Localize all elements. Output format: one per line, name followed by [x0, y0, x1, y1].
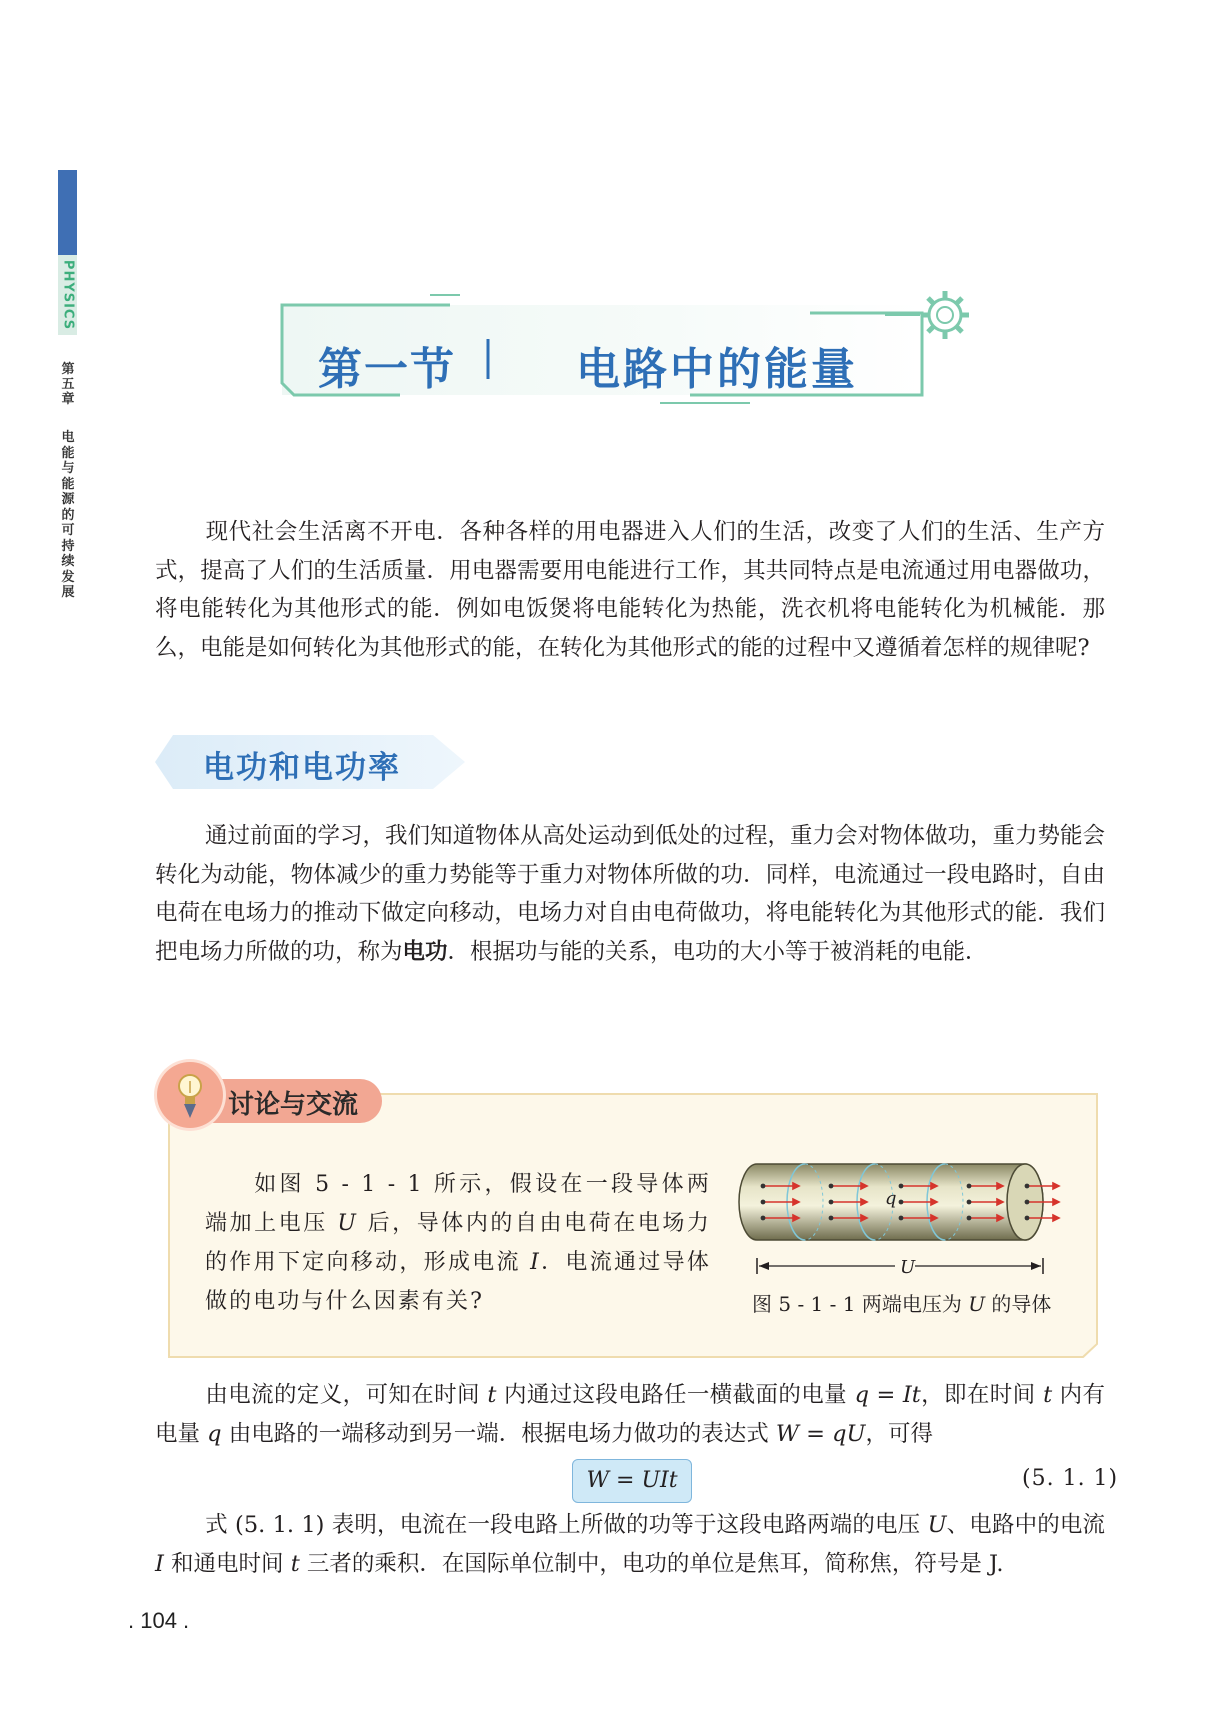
- sidebar-chapter-subject: 电能与能源的可持续发展: [61, 430, 75, 600]
- paragraph-work: [155, 817, 1105, 971]
- var-U: U: [337, 1211, 359, 1236]
- p4-a: 式 (5. 1. 1) 表明，电流在一段电路上所做的功等于这段电路两端的电压: [205, 1512, 928, 1538]
- sidebar-physics-label: PHYSICS: [60, 259, 75, 331]
- page-number: . 104 .: [128, 1608, 190, 1633]
- p3-b: 内通过这段电路任一横截面的电量: [496, 1382, 855, 1408]
- sidebar-physics-tab: [58, 255, 77, 335]
- section-title-banner: [270, 285, 990, 420]
- figure-caption-var: U: [968, 1292, 986, 1316]
- equation-number: (5. 1. 1): [1022, 1466, 1119, 1491]
- p4-b: 、电路中的电流: [946, 1512, 1105, 1538]
- discussion-label: 讨论与交流: [228, 1090, 359, 1120]
- p3-f: ，可得: [865, 1420, 934, 1447]
- voltage-label: U: [900, 1257, 916, 1278]
- paragraph-work-text: 通过前面的学习，我们知道物体从高处运动到低处的过程，重力会对物体做功，重力势能会转化为动能，物体减少的重力势能等于重力对物体所做的功．同样，电流通过一段电路时，自由电荷在电场力的推动下做定向移动，电场力对自由电荷做功，将电能转化为其他形式的能．我们把电场力所做的功，称为: [155, 823, 1106, 965]
- p3-c: ，即在时间: [920, 1382, 1044, 1408]
- p3-d: 内有电量: [155, 1382, 1106, 1447]
- discussion-text-part3: ．电流通过导体做的电功与什么因素有关?: [205, 1250, 711, 1314]
- p3-e: 由电路的一端移动到另一端．根据电场力做功的表达式: [221, 1420, 776, 1447]
- p3-a: 由电流的定义，可知在时间: [205, 1382, 488, 1408]
- paragraph-formula-meaning: [155, 1506, 1105, 1583]
- term-electric-work: 电功: [402, 938, 448, 965]
- section-title: 电路中的能量: [576, 344, 858, 395]
- discussion-icon-circle: [157, 1062, 223, 1128]
- var-I: I: [530, 1250, 541, 1275]
- p3-eq-w: W = qU: [775, 1420, 866, 1447]
- discussion-text-part1: 如图 5 - 1 - 1 所示，假设在一段导体两端加上电压: [205, 1172, 711, 1236]
- p4-var-t: t: [290, 1550, 300, 1577]
- p4-c: 和通电时间: [163, 1550, 291, 1577]
- p3-eq-q: q = It: [854, 1382, 921, 1408]
- paragraph-work-text-after: ．根据功与能的关系，电功的大小等于被消耗的电能．: [447, 938, 988, 965]
- formula-expression: W = UIt: [586, 1468, 678, 1493]
- paragraph-charge: [155, 1376, 1105, 1453]
- p4-var-I: I: [155, 1550, 164, 1577]
- p3-var-t2: t: [1043, 1382, 1053, 1408]
- discussion-text: [205, 1165, 711, 1321]
- gear-icon: [921, 291, 969, 339]
- charge-label: q: [885, 1188, 897, 1209]
- subsection-title: 电功和电功率: [203, 750, 401, 786]
- p4-var-U: U: [927, 1512, 947, 1538]
- discussion-text-part2: 后，导体内的自由电荷在电场力的作用下定向移动，形成电流: [205, 1211, 712, 1275]
- sidebar-chapter: 第五章: [61, 362, 75, 407]
- figure-caption-text: 图 5 - 1 - 1 两端电压为: [752, 1292, 969, 1316]
- section-number: 第一节: [318, 344, 456, 395]
- conductor-figure: [735, 1158, 1075, 1283]
- p3-var-q: q: [207, 1420, 222, 1447]
- figure-caption: [752, 1288, 1051, 1317]
- intro-text: 现代社会生活离不开电．各种各样的用电器进入人们的生活，改变了人们的生活、生产方式，提高了人们的生活质量．用电器需要用电能进行工作，其共同特点是电流通过用电器做功，将电能转化为其他形式的能．例如电饭煲将电能转化为热能，洗衣机将电能转化为机械能．那么，电能是如何转化为其他形式的能，在转化为其他形式的能的过程中又遵循着怎样的规律呢?: [155, 519, 1105, 661]
- p4-d: 三者的乘积．在国际单位制中，电功的单位是焦耳，简称焦，符号是 J.: [299, 1550, 1004, 1577]
- p3-var-t: t: [487, 1382, 497, 1408]
- lightbulb-icon: [157, 1062, 223, 1128]
- intro-paragraph: [155, 513, 1105, 667]
- figure-caption-suffix: 的导体: [985, 1292, 1052, 1316]
